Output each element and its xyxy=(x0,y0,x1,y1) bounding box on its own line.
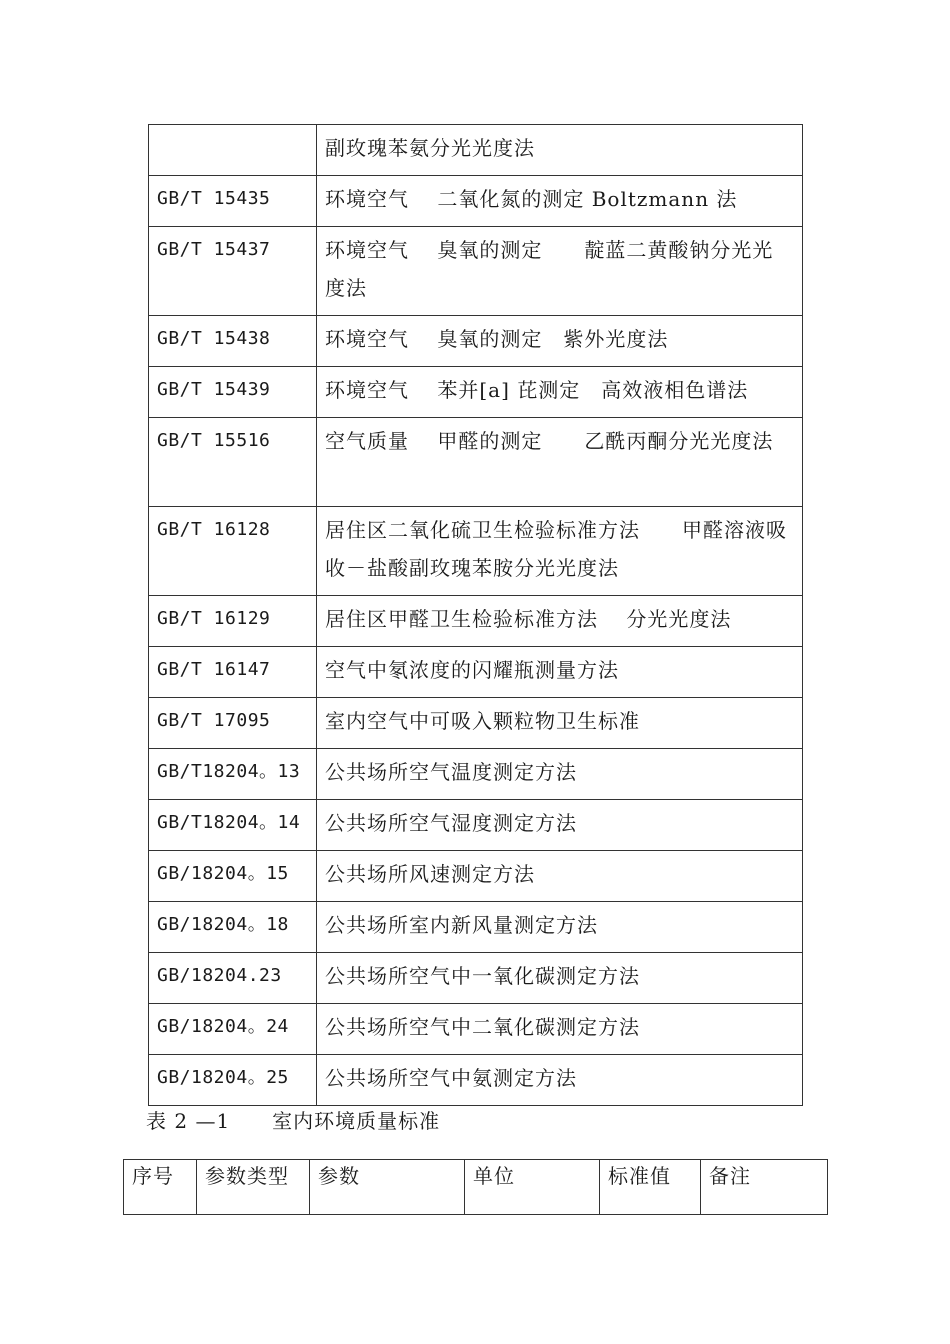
table-row xyxy=(149,227,803,316)
standard-title: 公共场所空气中一氧化碳测定方法 xyxy=(317,953,803,1004)
standard-code: GB/T 16147 xyxy=(149,647,317,698)
standard-title: 环境空气 苯并[a] 芘测定 高效液相色谱法 xyxy=(317,367,803,418)
table-row xyxy=(149,316,803,367)
table-row xyxy=(149,596,803,647)
table-row xyxy=(149,851,803,902)
standard-title: 公共场所风速测定方法 xyxy=(317,851,803,902)
standard-title: 居住区甲醛卫生检验标准方法 分光光度法 xyxy=(317,596,803,647)
header-cell-parameter-type: 参数类型 xyxy=(197,1160,310,1215)
standard-code: GB/T 15516 xyxy=(149,418,317,507)
table-header-row xyxy=(124,1160,828,1215)
header-cell-parameter: 参数 xyxy=(310,1160,465,1215)
table-row xyxy=(149,1055,803,1106)
standard-code: GB/T 15437 xyxy=(149,227,317,316)
standard-title: 公共场所空气中二氧化碳测定方法 xyxy=(317,1004,803,1055)
standard-code: GB/T 15439 xyxy=(149,367,317,418)
header-cell-index: 序号 xyxy=(124,1160,197,1215)
standard-title: 环境空气 臭氧的测定 靛蓝二黄酸钠分光光度法 xyxy=(317,227,803,316)
standard-title: 公共场所空气温度测定方法 xyxy=(317,749,803,800)
table-row xyxy=(149,953,803,1004)
header-cell-standard-value: 标准值 xyxy=(600,1160,701,1215)
standards-table xyxy=(148,124,803,1106)
table-row xyxy=(149,749,803,800)
standard-code: GB/T18204。14 xyxy=(149,800,317,851)
standard-code: GB/T 15438 xyxy=(149,316,317,367)
standard-title: 居住区二氧化硫卫生检验标准方法 甲醛溶液吸收－盐酸副玫瑰苯胺分光光度法 xyxy=(317,507,803,596)
standard-title: 公共场所空气湿度测定方法 xyxy=(317,800,803,851)
standard-title: 公共场所空气中氨测定方法 xyxy=(317,1055,803,1106)
standard-code: GB/18204。25 xyxy=(149,1055,317,1106)
standard-title: 环境空气 臭氧的测定 紫外光度法 xyxy=(317,316,803,367)
standard-code xyxy=(149,125,317,176)
standard-title: 环境空气 二氧化氮的测定 Boltzmann 法 xyxy=(317,176,803,227)
table-row xyxy=(149,507,803,596)
standard-code: GB/18204。18 xyxy=(149,902,317,953)
standard-code: GB/T 15435 xyxy=(149,176,317,227)
header-cell-remarks: 备注 xyxy=(701,1160,828,1215)
table-row xyxy=(149,176,803,227)
standard-code: GB/18204。15 xyxy=(149,851,317,902)
header-cell-unit: 单位 xyxy=(465,1160,600,1215)
table-row xyxy=(149,1004,803,1055)
table-row xyxy=(149,902,803,953)
standard-title: 公共场所室内新风量测定方法 xyxy=(317,902,803,953)
table-caption: 表 2 —1 室内环境质量标准 xyxy=(146,1109,441,1133)
table-row xyxy=(149,418,803,507)
table-row xyxy=(149,698,803,749)
standard-code: GB/18204。24 xyxy=(149,1004,317,1055)
standard-code: GB/T18204。13 xyxy=(149,749,317,800)
standard-title: 副玫瑰苯氨分光光度法 xyxy=(317,125,803,176)
table-row xyxy=(149,367,803,418)
standard-title: 空气质量 甲醛的测定 乙酰丙酮分光光度法 xyxy=(317,418,803,507)
standard-code: GB/T 17095 xyxy=(149,698,317,749)
table-row xyxy=(149,647,803,698)
standard-title: 空气中氡浓度的闪耀瓶测量方法 xyxy=(317,647,803,698)
standard-code: GB/18204.23 xyxy=(149,953,317,1004)
standard-code: GB/T 16128 xyxy=(149,507,317,596)
table-row xyxy=(149,800,803,851)
quality-standard-table xyxy=(123,1159,828,1215)
standard-code: GB/T 16129 xyxy=(149,596,317,647)
standard-title: 室内空气中可吸入颗粒物卫生标准 xyxy=(317,698,803,749)
table-row xyxy=(149,125,803,176)
